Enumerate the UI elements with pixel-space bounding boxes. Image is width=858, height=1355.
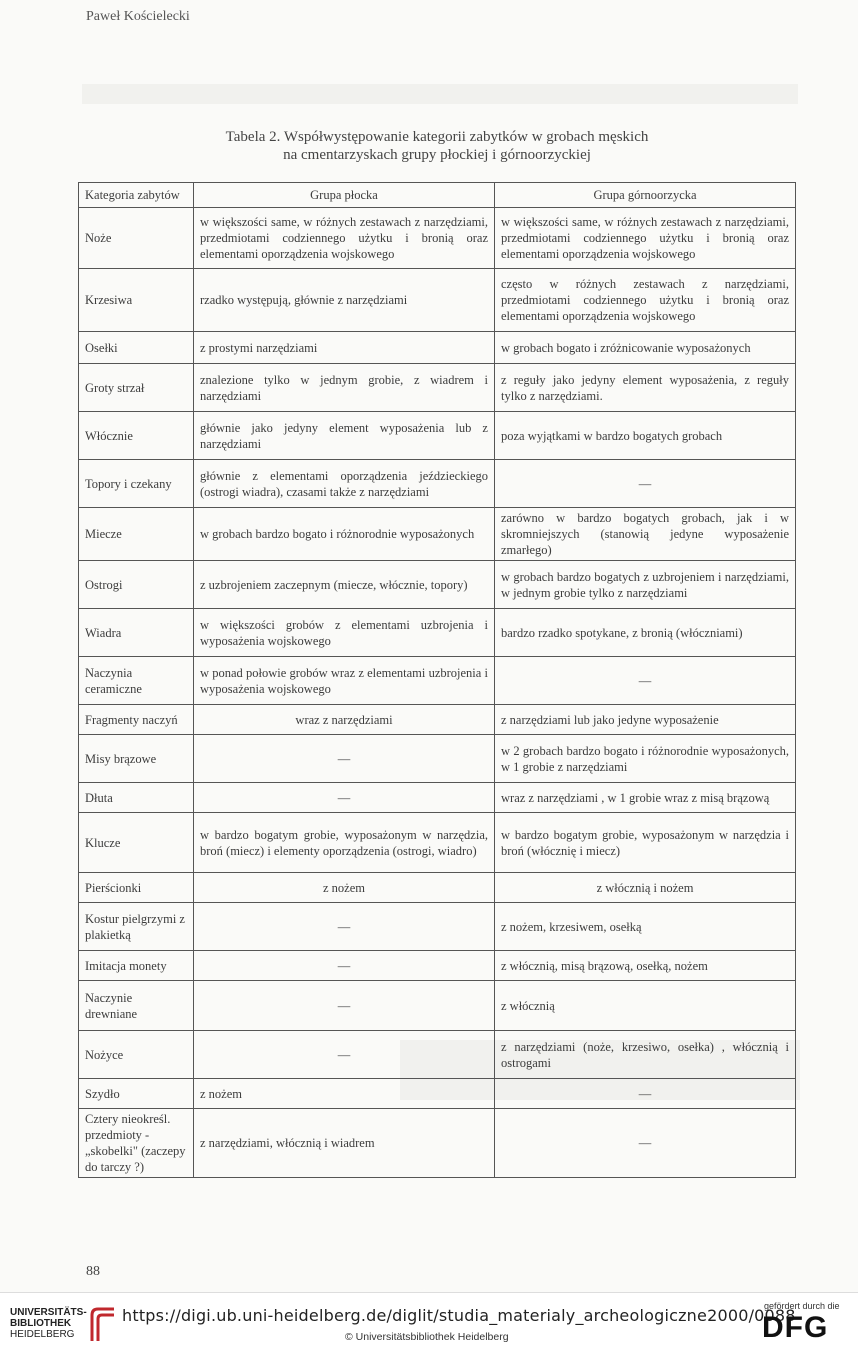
cell-gornoorzycka: z włócznią bbox=[495, 981, 796, 1031]
header-category: Kategoria zabytów bbox=[79, 183, 194, 208]
library-name bbox=[10, 1307, 87, 1340]
cell-plocka: w ponad połowie grobów wraz z elementami uzbrojenia i wyposażenia wojskowego bbox=[194, 657, 495, 705]
cooccurrence-table bbox=[78, 182, 796, 1178]
table-row bbox=[79, 561, 796, 609]
header-plocka: Grupa płocka bbox=[194, 183, 495, 208]
cell-plocka: — bbox=[194, 735, 495, 783]
cell-category: Nożyce bbox=[79, 1031, 194, 1079]
cell-category: Kostur pielgrzymi z plakietką bbox=[79, 903, 194, 951]
cell-plocka: z nożem bbox=[194, 873, 495, 903]
cell-gornoorzycka: w grobach bogato i zróżnicowanie wyposażonych bbox=[495, 332, 796, 364]
library-logo-icon bbox=[88, 1305, 116, 1343]
caption-line-1: Tabela 2. Współwystępowanie kategorii zabytków w grobach męskich bbox=[225, 129, 649, 145]
cell-plocka: w bardzo bogatym grobie, wyposażonym w narzędzia, broń (miecz) i elementy oporządzenia (ostrogi, wiadro) bbox=[194, 813, 495, 873]
cell-plocka: — bbox=[194, 981, 495, 1031]
cell-gornoorzycka: w grobach bardzo bogatych z uzbrojeniem i narzędziami, w jednym grobie tylko z narzędziami bbox=[495, 561, 796, 609]
cell-plocka: — bbox=[194, 903, 495, 951]
table-row bbox=[79, 208, 796, 269]
cell-plocka: w grobach bardzo bogato i różnorodnie wyposażonych bbox=[194, 508, 495, 561]
cell-plocka: głównie z elementami oporządzenia jeździeckiego (ostrogi wiadra), czasami także z narzędziami bbox=[194, 460, 495, 508]
cell-gornoorzycka: — bbox=[495, 460, 796, 508]
cell-gornoorzycka: często w różnych zestawach z narzędziami, przedmiotami codziennego użytku i bronią oraz elementami oporządzenia wojskowego bbox=[495, 269, 796, 332]
table-row bbox=[79, 903, 796, 951]
cell-plocka: w większości same, w różnych zestawach z narzędziami, przedmiotami codziennego użytku i bronią oraz elementami oporządzenia wojskowego bbox=[194, 208, 495, 269]
cell-gornoorzycka: w bardzo bogatym grobie, wyposażonym w narzędzia i broń (włócznię i miecz) bbox=[495, 813, 796, 873]
table-row bbox=[79, 508, 796, 561]
cell-plocka: w większości grobów z elementami uzbrojenia i wyposażenia wojskowego bbox=[194, 609, 495, 657]
cell-category: Szydło bbox=[79, 1079, 194, 1109]
permalink-url[interactable]: https://digi.ub.uni-heidelberg.de/diglit/studia_materialy_archeologiczne2000/0088 bbox=[122, 1306, 796, 1325]
table-header-row bbox=[79, 183, 796, 208]
cell-gornoorzycka: — bbox=[495, 1109, 796, 1178]
cell-plocka: z uzbrojeniem zaczepnym (miecze, włócznie, topory) bbox=[194, 561, 495, 609]
cell-plocka: z prostymi narzędziami bbox=[194, 332, 495, 364]
cell-category: Naczynie drewniane bbox=[79, 981, 194, 1031]
cell-category: Włócznie bbox=[79, 412, 194, 460]
cell-category: Klucze bbox=[79, 813, 194, 873]
viewer-footer bbox=[0, 1292, 858, 1355]
cell-category: Miecze bbox=[79, 508, 194, 561]
cell-category: Krzesiwa bbox=[79, 269, 194, 332]
cell-gornoorzycka: — bbox=[495, 1079, 796, 1109]
cell-gornoorzycka: zarówno w bardzo bogatych grobach, jak i w skromniejszych (stanowią jedyne wyposażenie zmarłego) bbox=[495, 508, 796, 561]
table-row bbox=[79, 705, 796, 735]
funded-by-label: gefördert durch die bbox=[764, 1301, 840, 1311]
cell-gornoorzycka: z narzędziami (noże, krzesiwo, osełka) , włócznią i ostrogami bbox=[495, 1031, 796, 1079]
table-row bbox=[79, 1109, 796, 1178]
cell-gornoorzycka: bardzo rzadko spotykane, z bronią (włóczniami) bbox=[495, 609, 796, 657]
library-line-2: BIBLIOTHEK bbox=[10, 1318, 72, 1329]
cell-gornoorzycka: z reguły jako jedyny element wyposażenia, z reguły tylko z narzędziami. bbox=[495, 364, 796, 412]
cell-plocka: z nożem bbox=[194, 1079, 495, 1109]
cell-gornoorzycka: z narzędziami lub jako jedyne wyposażenie bbox=[495, 705, 796, 735]
library-line-3: HEIDELBERG bbox=[10, 1329, 75, 1340]
copyright-notice: © Universitätsbibliothek Heidelberg bbox=[345, 1331, 509, 1343]
table-row bbox=[79, 735, 796, 783]
cell-gornoorzycka: poza wyjątkami w bardzo bogatych grobach bbox=[495, 412, 796, 460]
cell-category: Cztery nieokreśl. przedmioty - „skobelki" (zaczepy do tarczy ?) bbox=[79, 1109, 194, 1178]
table-row bbox=[79, 873, 796, 903]
cell-gornoorzycka: z nożem, krzesiwem, osełką bbox=[495, 903, 796, 951]
cell-gornoorzycka: z włócznią, misą brązową, osełką, nożem bbox=[495, 951, 796, 981]
table-row bbox=[79, 783, 796, 813]
cell-gornoorzycka: — bbox=[495, 657, 796, 705]
table-row bbox=[79, 1031, 796, 1079]
cell-category: Osełki bbox=[79, 332, 194, 364]
cell-category: Dłuta bbox=[79, 783, 194, 813]
table-row bbox=[79, 657, 796, 705]
cell-gornoorzycka: wraz z narzędziami , w 1 grobie wraz z misą brązową bbox=[495, 783, 796, 813]
cell-plocka: — bbox=[194, 951, 495, 981]
caption-line-2: na cmentarzyskach grupy płockiej i górnoorzyckiej bbox=[283, 147, 591, 163]
cell-category: Ostrogi bbox=[79, 561, 194, 609]
table-row bbox=[79, 981, 796, 1031]
cell-plocka: rzadko występują, głównie z narzędziami bbox=[194, 269, 495, 332]
table-row bbox=[79, 813, 796, 873]
page-number: 88 bbox=[86, 1264, 100, 1279]
table-row bbox=[79, 412, 796, 460]
running-header-author: Paweł Kościelecki bbox=[86, 9, 190, 24]
header-gornoorzycka: Grupa górnoorzycka bbox=[495, 183, 796, 208]
table-row bbox=[79, 1079, 796, 1109]
dfg-logo: DFG bbox=[762, 1311, 829, 1344]
cell-gornoorzycka: z włócznią i nożem bbox=[495, 873, 796, 903]
table-row bbox=[79, 951, 796, 981]
table-row bbox=[79, 332, 796, 364]
cell-category: Misy brązowe bbox=[79, 735, 194, 783]
cell-gornoorzycka: w większości same, w różnych zestawach z narzędziami, przedmiotami codziennego użytku i bronią oraz elementami oporządzenia wojskowego bbox=[495, 208, 796, 269]
table-row bbox=[79, 364, 796, 412]
cell-category: Topory i czekany bbox=[79, 460, 194, 508]
bleed-through bbox=[82, 84, 798, 104]
cell-plocka: — bbox=[194, 783, 495, 813]
cell-category: Pierścionki bbox=[79, 873, 194, 903]
cell-plocka: wraz z narzędziami bbox=[194, 705, 495, 735]
cell-plocka: z narzędziami, włócznią i wiadrem bbox=[194, 1109, 495, 1178]
cell-category: Noże bbox=[79, 208, 194, 269]
table-caption bbox=[78, 128, 796, 164]
library-line-1: UNIVERSITÄTS- bbox=[10, 1307, 87, 1318]
cell-gornoorzycka: w 2 grobach bardzo bogato i różnorodnie wyposażonych, w 1 grobie z narzędziami bbox=[495, 735, 796, 783]
table-row bbox=[79, 269, 796, 332]
cell-category: Wiadra bbox=[79, 609, 194, 657]
cell-category: Groty strzał bbox=[79, 364, 194, 412]
cell-plocka: głównie jako jedyny element wyposażenia lub z narzędziami bbox=[194, 412, 495, 460]
cell-category: Naczynia ceramiczne bbox=[79, 657, 194, 705]
cell-category: Imitacja monety bbox=[79, 951, 194, 981]
cell-plocka: znalezione tylko w jednym grobie, z wiadrem i narzędziami bbox=[194, 364, 495, 412]
cell-plocka: — bbox=[194, 1031, 495, 1079]
table-row bbox=[79, 460, 796, 508]
cell-category: Fragmenty naczyń bbox=[79, 705, 194, 735]
table-row bbox=[79, 609, 796, 657]
